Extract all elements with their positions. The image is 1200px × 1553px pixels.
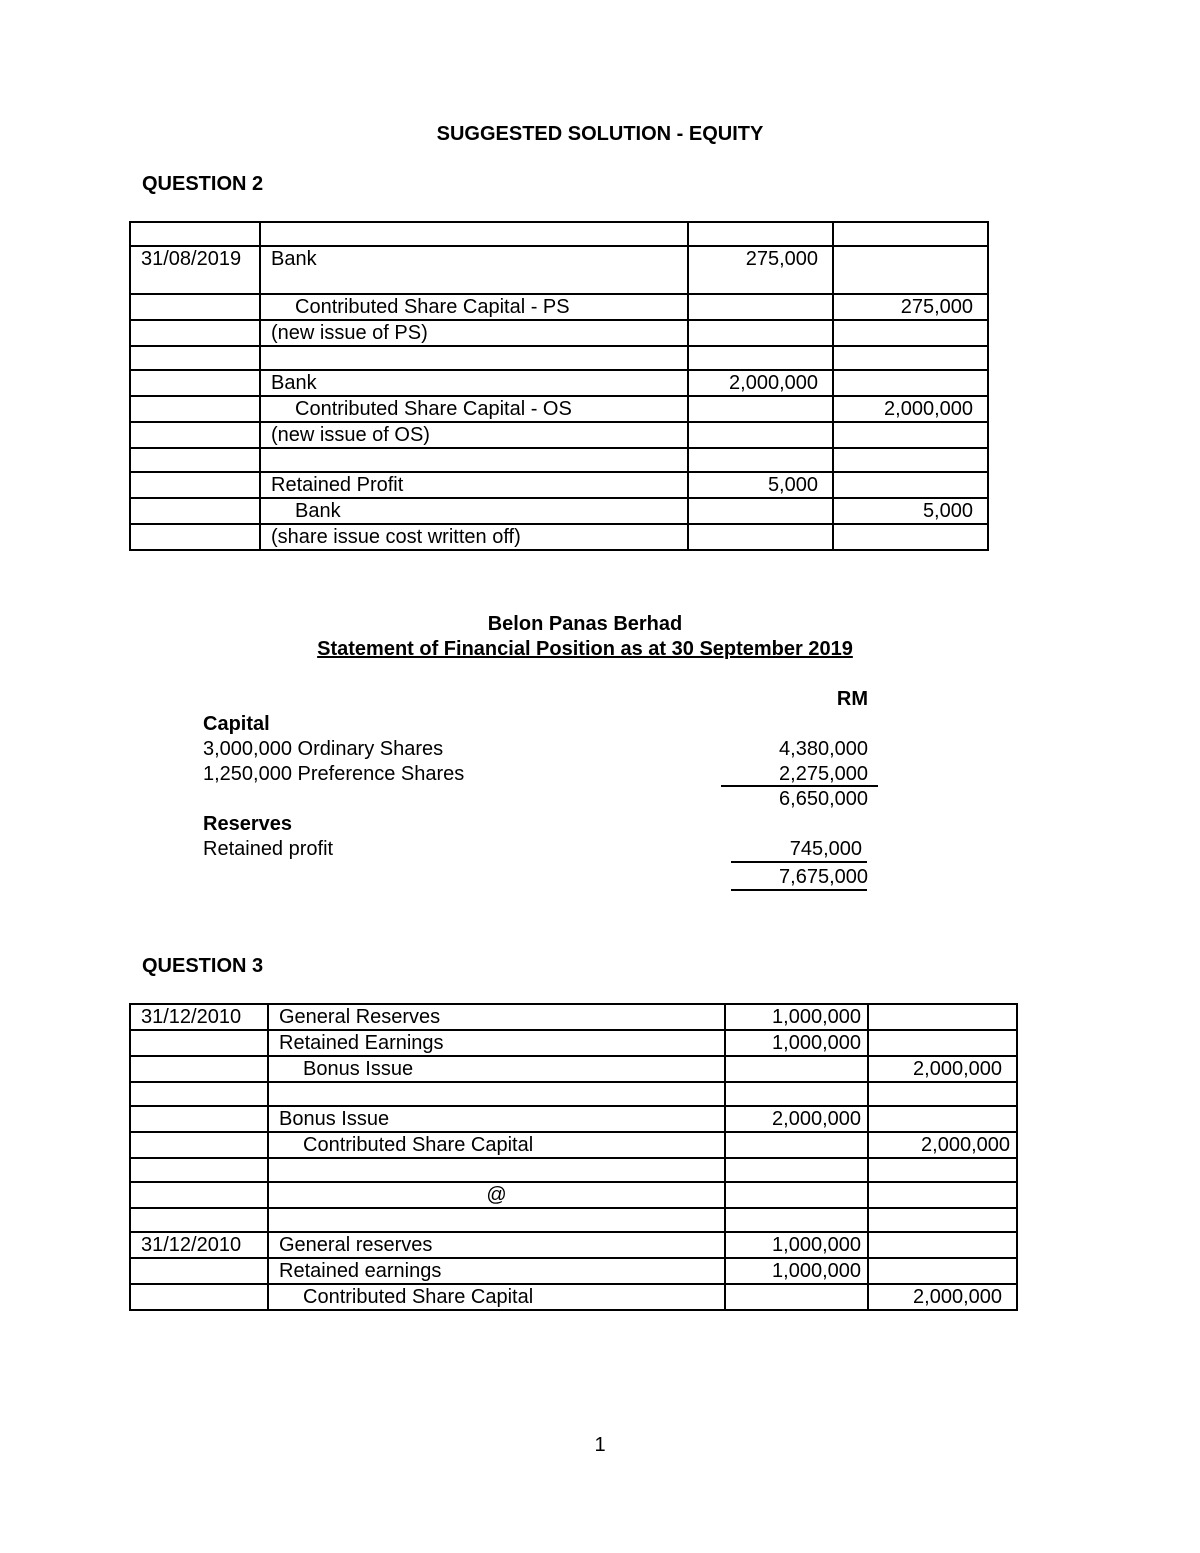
company-name: Belon Panas Berhad: [487, 613, 683, 635]
account-cell: Bonus Issue: [268, 1056, 725, 1082]
date-cell: [130, 1158, 268, 1182]
debit-cell: 1,000,000: [725, 1232, 868, 1258]
table-row: [130, 1158, 1017, 1182]
debit-cell: [688, 320, 833, 346]
table-row: [130, 1258, 1017, 1284]
debit-cell: [725, 1284, 868, 1310]
debit-cell: [688, 524, 833, 550]
grand-total-value: 7,675,000: [779, 866, 868, 888]
debit-cell: [688, 294, 833, 320]
debit-cell: [688, 396, 833, 422]
table-row: [130, 1132, 1017, 1158]
account-cell: [260, 222, 688, 246]
debit-cell: [725, 1158, 868, 1182]
account-cell: Contributed Share Capital - OS: [260, 396, 688, 422]
date-cell: 31/12/2010: [130, 1004, 268, 1030]
credit-cell: 5,000: [833, 498, 988, 524]
credit-cell: [833, 346, 988, 370]
date-cell: 31/12/2010: [130, 1232, 268, 1258]
debit-cell: [688, 448, 833, 472]
retained-profit-label: Retained profit: [203, 838, 334, 860]
date-cell: [130, 1030, 268, 1056]
date-cell: [130, 370, 260, 396]
credit-cell: [833, 472, 988, 498]
credit-cell: [833, 422, 988, 448]
debit-cell: 1,000,000: [725, 1004, 868, 1030]
table-row: [130, 472, 988, 498]
date-cell: [130, 422, 260, 448]
table-row: [130, 1208, 1017, 1232]
date-cell: [130, 1182, 268, 1208]
ordinary-shares-label: 3,000,000 Ordinary Shares: [203, 738, 444, 760]
debit-cell: 1,000,000: [725, 1030, 868, 1056]
debit-cell: [725, 1082, 868, 1106]
table-row: [130, 1030, 1017, 1056]
date-cell: [130, 1082, 268, 1106]
date-cell: [130, 396, 260, 422]
retained-profit-value: 745,000: [789, 838, 862, 860]
date-cell: [130, 1056, 268, 1082]
capital-heading: Capital: [203, 713, 270, 735]
debit-cell: [688, 346, 833, 370]
date-cell: [130, 222, 260, 246]
account-cell: [268, 1158, 725, 1182]
account-cell: Bonus Issue: [268, 1106, 725, 1132]
debit-cell: [725, 1208, 868, 1232]
credit-cell: [833, 246, 988, 294]
account-cell: [260, 346, 688, 370]
account-cell: Contributed Share Capital - PS: [260, 294, 688, 320]
table-row: [130, 1232, 1017, 1258]
date-cell: [130, 1132, 268, 1158]
account-cell: Bank: [260, 246, 688, 294]
credit-cell: [868, 1004, 1017, 1030]
debit-cell: [688, 498, 833, 524]
date-cell: [130, 448, 260, 472]
account-cell: General reserves: [268, 1232, 725, 1258]
debit-cell: [688, 222, 833, 246]
table-row: [130, 448, 988, 472]
credit-cell: [868, 1182, 1017, 1208]
account-cell: [268, 1082, 725, 1106]
table-row: [130, 396, 988, 422]
question-2-journal-table: [129, 221, 989, 551]
debit-cell: [688, 422, 833, 448]
account-cell: Bank: [260, 370, 688, 396]
table-row: [130, 422, 988, 448]
credit-cell: [833, 222, 988, 246]
date-cell: [130, 472, 260, 498]
table-row: [130, 346, 988, 370]
account-cell: Contributed Share Capital: [268, 1284, 725, 1310]
question-3-journal-table: [129, 1003, 1018, 1311]
table-row: [130, 246, 988, 294]
date-cell: [130, 524, 260, 550]
table-row: [130, 1106, 1017, 1132]
question-3-heading: QUESTION 3: [142, 955, 264, 977]
credit-cell: [833, 370, 988, 396]
capital-total-value: 6,650,000: [779, 788, 868, 810]
table-row: [130, 1284, 1017, 1310]
table-row: [130, 1182, 1017, 1208]
debit-cell: 275,000: [688, 246, 833, 294]
date-cell: [130, 320, 260, 346]
account-cell: @: [268, 1182, 725, 1208]
account-cell: Retained Earnings: [268, 1030, 725, 1056]
debit-cell: [725, 1056, 868, 1082]
currency-header: RM: [836, 688, 868, 710]
date-cell: [130, 1208, 268, 1232]
date-cell: [130, 1106, 268, 1132]
account-cell: Retained earnings: [268, 1258, 725, 1284]
table-row: [130, 524, 988, 550]
credit-cell: [868, 1258, 1017, 1284]
document-title: SUGGESTED SOLUTION - EQUITY: [436, 123, 764, 145]
date-cell: [130, 294, 260, 320]
table-row: [130, 294, 988, 320]
table-row: [130, 1082, 1017, 1106]
debit-cell: [725, 1182, 868, 1208]
credit-cell: [868, 1232, 1017, 1258]
account-cell: (new issue of OS): [260, 422, 688, 448]
debit-cell: 2,000,000: [725, 1106, 868, 1132]
account-cell: Contributed Share Capital: [268, 1132, 725, 1158]
account-cell: (share issue cost written off): [260, 524, 688, 550]
preference-shares-label: 1,250,000 Preference Shares: [203, 763, 465, 785]
credit-cell: 2,000,000: [868, 1132, 1017, 1158]
debit-cell: 1,000,000: [725, 1258, 868, 1284]
question-2-heading: QUESTION 2: [142, 173, 264, 195]
credit-cell: [868, 1158, 1017, 1182]
date-cell: [130, 1284, 268, 1310]
account-cell: [268, 1208, 725, 1232]
account-cell: Bank: [260, 498, 688, 524]
credit-cell: [833, 448, 988, 472]
credit-cell: 2,000,000: [833, 396, 988, 422]
credit-cell: 275,000: [833, 294, 988, 320]
table-row: [130, 498, 988, 524]
credit-cell: [833, 524, 988, 550]
date-cell: 31/08/2019: [130, 246, 260, 294]
table-row: [130, 1056, 1017, 1082]
statement-title: Statement of Financial Position as at 30 September 2019: [317, 638, 853, 660]
credit-cell: [868, 1082, 1017, 1106]
debit-cell: [725, 1132, 868, 1158]
table-row: [130, 370, 988, 396]
table-row: [130, 1004, 1017, 1030]
credit-cell: 2,000,000: [868, 1284, 1017, 1310]
account-cell: [260, 448, 688, 472]
credit-cell: [868, 1208, 1017, 1232]
credit-cell: [868, 1030, 1017, 1056]
debit-cell: 5,000: [688, 472, 833, 498]
page-number: 1: [594, 1434, 606, 1456]
reserves-heading: Reserves: [203, 813, 292, 835]
total-rule: [731, 861, 867, 863]
account-cell: General Reserves: [268, 1004, 725, 1030]
table-row: [130, 320, 988, 346]
credit-cell: 2,000,000: [868, 1056, 1017, 1082]
date-cell: [130, 498, 260, 524]
debit-cell: 2,000,000: [688, 370, 833, 396]
date-cell: [130, 1258, 268, 1284]
preference-shares-value: 2,275,000: [779, 763, 868, 785]
credit-cell: [868, 1106, 1017, 1132]
credit-cell: [833, 320, 988, 346]
date-cell: [130, 346, 260, 370]
account-cell: Retained Profit: [260, 472, 688, 498]
ordinary-shares-value: 4,380,000: [779, 738, 868, 760]
grand-total-underline: [731, 889, 867, 891]
account-cell: (new issue of PS): [260, 320, 688, 346]
table-row: [130, 222, 988, 246]
